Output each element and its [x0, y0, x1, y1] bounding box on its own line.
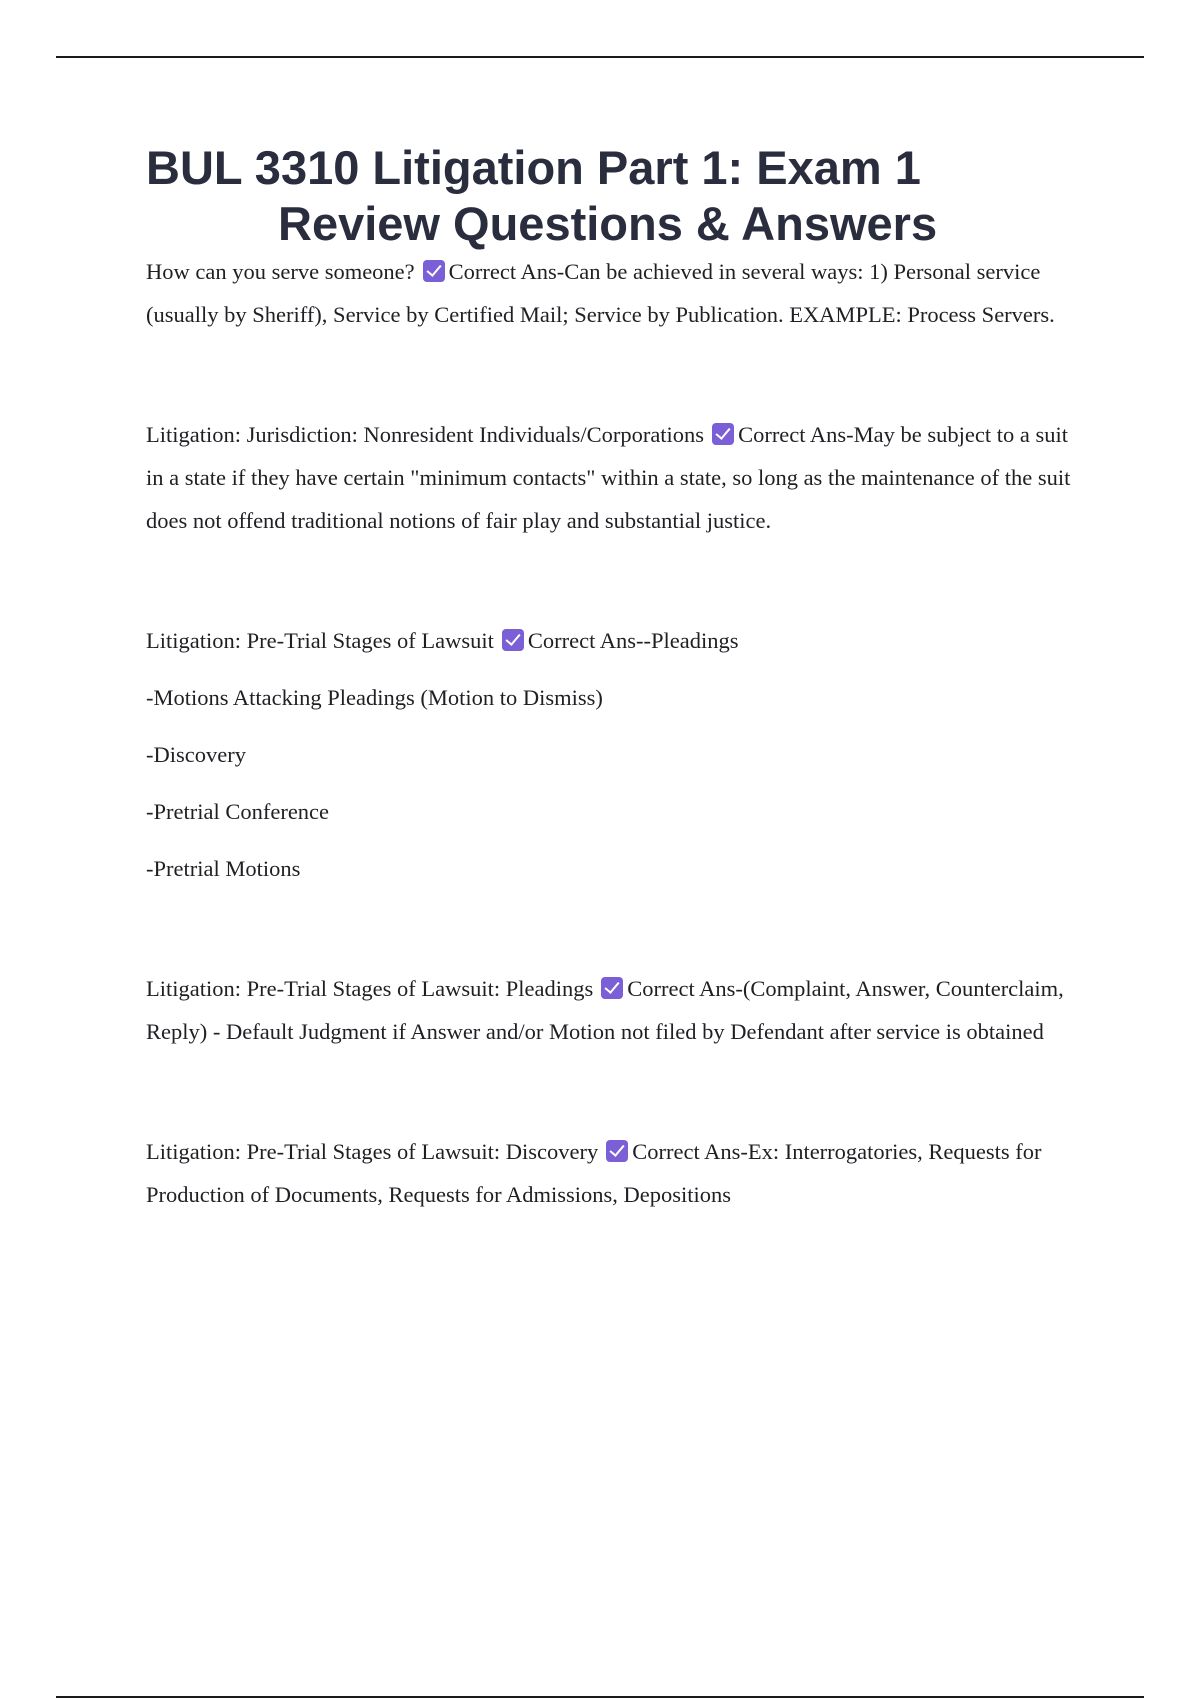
- list-item: -Discovery: [146, 742, 246, 767]
- answer-text: Correct Ans-Ex: Interrogatories, Requests for Production of Documents, Requests for Admissions, Depositions: [146, 1139, 1042, 1207]
- document-content: [146, 140, 1086, 1216]
- question-text: Litigation: Jurisdiction: Nonresident Individuals/Corporations: [146, 422, 705, 447]
- document-title-line1: BUL 3310 Litigation Part 1: Exam 1: [146, 141, 921, 194]
- qa-item: [146, 250, 1086, 336]
- qa-text: [146, 1130, 1086, 1216]
- qa-text: [146, 250, 1086, 336]
- answer-text: Correct Ans--Pleadings: [527, 628, 739, 653]
- qa-item: [146, 619, 1086, 890]
- checkbox-checked-icon: [502, 629, 524, 651]
- checkbox-checked-icon: [712, 423, 734, 445]
- checkbox-checked-icon: [601, 977, 623, 999]
- qa-text: [146, 967, 1086, 1053]
- top-rule: [56, 56, 1144, 58]
- answer-text: Correct Ans-(Complaint, Answer, Counterclaim, Reply) - Default Judgment if Answer and/or Motion not filed by Defendant after service is obtained: [146, 976, 1064, 1044]
- qa-item: [146, 1130, 1086, 1216]
- qa-item: [146, 413, 1086, 542]
- question-text: Litigation: Pre-Trial Stages of Lawsuit: [146, 628, 494, 653]
- answer-text: Correct Ans-Can be achieved in several ways: 1) Personal service (usually by Sheriff), Service by Certified Mail; Service by Publication. EXAMPLE: Process Servers.: [146, 259, 1055, 327]
- document-title-line2: Review Questions & Answers: [278, 197, 938, 250]
- document-title: [146, 140, 1086, 252]
- list-item: -Motions Attacking Pleadings (Motion to Dismiss): [146, 685, 603, 710]
- qa-text: [146, 619, 1086, 662]
- checkbox-checked-icon: [423, 260, 445, 282]
- qa-text: [146, 413, 1086, 542]
- question-text: Litigation: Pre-Trial Stages of Lawsuit: Discovery: [146, 1139, 599, 1164]
- question-text: How can you serve someone?: [146, 259, 415, 284]
- answer-text: Correct Ans-May be subject to a suit in a state if they have certain "minimum contacts" within a state, so long as the maintenance of the suit does not offend traditional notions of fair play and substantial justice.: [146, 422, 1071, 533]
- question-text: Litigation: Pre-Trial Stages of Lawsuit: Pleadings: [146, 976, 594, 1001]
- bottom-rule: [56, 1696, 1144, 1698]
- list-item: -Pretrial Motions: [146, 856, 301, 881]
- qa-item: [146, 967, 1086, 1053]
- list-item: -Pretrial Conference: [146, 799, 330, 824]
- checkbox-checked-icon: [606, 1140, 628, 1162]
